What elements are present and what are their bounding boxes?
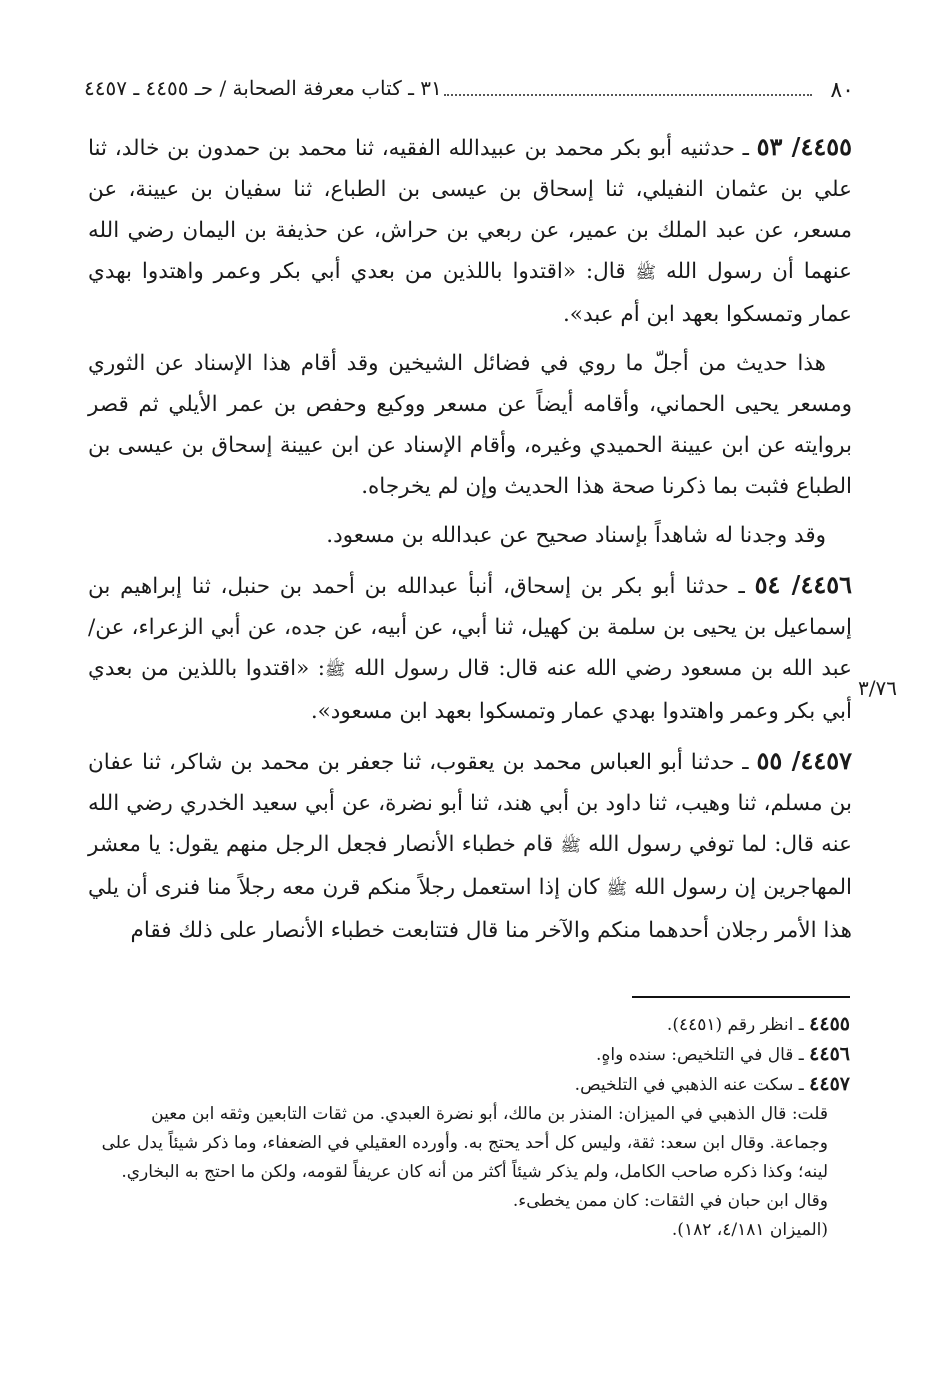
header-dotted-leader — [444, 94, 812, 96]
footnote-text: ـ سكت عنه الذهبي في التلخيص. — [574, 1075, 810, 1095]
hadith-text: ـ حدثنيه أبو بكر محمد بن عبيدالله الفقيه، ثنا محمد بن حمدون بن خالد، ثنا علي بن عثمان النفيلي، ثنا إسحاق بن عيسى بن الطباع، ثنا سفيان بن عيينة، عن مسعر، عن عبد الملك بن عمير، عن ربعي بن حراش، عن حذيفة بن اليمان رضي الله عنهما أن رسول الله — [88, 136, 852, 284]
footnote-text: ـ انظر رقم (٤٤٥١). — [666, 1015, 810, 1035]
hadith-4457 — [88, 740, 852, 951]
hadith-text-end: : «اقتدوا باللذين من بعدي أبي بكر وعمر واهتدوا بهدي عمار وتمسكوا بعهد ابن مسعود». — [88, 656, 852, 724]
footnote-4457 — [88, 1070, 850, 1100]
commentary-paragraph: وقد وجدنا له شاهداً بإسناد صحيح عن عبدالله بن مسعود. — [326, 523, 826, 548]
salutation-symbol: ﷺ — [635, 263, 657, 283]
running-title: ٣١ ـ كتاب معرفة الصحابة / حـ ٤٤٥٥ ـ ٤٤٥٧ — [84, 76, 442, 100]
hadith-number: ٤٤٥٥/ ٥٣ — [756, 132, 852, 161]
hadith-text: ـ حدثنا أبو العباس محمد بن يعقوب، ثنا جعفر بن محمد بن شاكر، ثنا عفان بن مسلم، ثنا وهيب، ثنا داود بن أبي هند، ثنا أبو نضرة، عن أبي سعيد الخدري رضي الله عنه قال: لما توفي رسول الله — [88, 750, 853, 857]
footnote-4456 — [88, 1040, 850, 1070]
margin-reference: ٣/٧٦ — [858, 676, 897, 700]
hadith-4456 — [88, 564, 852, 732]
footnotes — [88, 1010, 850, 1245]
footnote-number: ٤٤٥٥ — [809, 1013, 850, 1035]
salutation-symbol: ﷺ — [560, 836, 581, 856]
salutation-symbol: ﷺ — [606, 879, 628, 899]
hadith-number: ٤٤٥٦/ ٥٤ — [754, 570, 852, 599]
hadith-text-mid: قام خطباء الأنصار فجعل الرجل منهم يقول: يا معشر المهاجرين إن رسول الله — [88, 832, 853, 900]
footnote-comment: قلت: قال الذهبي في الميزان: المنذر بن مالك، أبو نضرة العبدي. من ثقات التابعين وثقه ابن معين وجماعة. وقال ابن سعد: ثقة، وليس كل أحد يحتج به. وأورده العقيلي في الضعفاء، وما ذكر شيئاً يدل على لينه؛ وكذا ذكره صاحب الكامل، ولم يذكر شيئاً أكثر من أنه كان عريفاً لقومه، ولكن ما احتج به البخاري. وقال ابن حبان في الثقات: كان ممن يخطىء. — [101, 1104, 828, 1211]
hadith-text: ـ حدثنا أبو بكر بن إسحاق، أنبأ عبدالله بن أحمد بن حنبل، ثنا إبراهيم بن إسماعيل بن يحيى بن سلمة بن كهيل، ثنا أبي، عن أبيه، عن جده، عن أبي الزعراء، عن/ عبد الله بن مسعود رضي الله عنه قال: قال رسول الله — [88, 574, 852, 681]
commentary-paragraph: هذا حديث من أجلّ ما روي في فضائل الشيخين وقد أقام هذا الإسناد عن الثوري ومسعر يحيى الحماني، وأقامه أيضاً عن مسعر ووكيع وحفص بن عمر الأيلي ثم قصر بروايته عن ابن عيينة الحميدي وغيره، وأقام الإسناد عن ابن عيينة إسحاق بن عيسى بن الطباع فثبت بما ذكرنا صحة هذا الحديث وإن لم يخرجاه. — [88, 351, 852, 499]
hadith-text-end: كان إذا استعمل رجلاً منكم قرن معه رجلاً منا فنرى أن يلي هذا الأمر رجلان أحدهما منكم والآخر منا قال فتتابعت خطباء الأنصار على ذلك فقام — [88, 875, 852, 943]
main-text — [88, 126, 852, 959]
page-number: ٨٠ — [830, 78, 854, 103]
footnote-reference: (الميزان ٤/١٨١، ١٨٢). — [671, 1220, 828, 1240]
hadith-text-end: قال: «اقتدوا باللذين من بعدي أبي بكر وعمر واهتدوا بهدي عمار وتمسكوا بعهد ابن أم عبد». — [88, 259, 852, 327]
page-header — [84, 76, 854, 112]
hadith-4455 — [88, 126, 852, 335]
footnote-separator — [632, 996, 850, 998]
footnote-number: ٤٤٥٦ — [809, 1043, 850, 1065]
footnote-4455 — [88, 1010, 850, 1040]
footnote-number: ٤٤٥٧ — [809, 1073, 850, 1095]
hadith-number: ٤٤٥٧/ ٥٥ — [756, 746, 852, 775]
salutation-symbol: ﷺ — [325, 660, 346, 680]
footnote-text: ـ قال في التلخيص: سنده واهٍ. — [596, 1045, 810, 1065]
